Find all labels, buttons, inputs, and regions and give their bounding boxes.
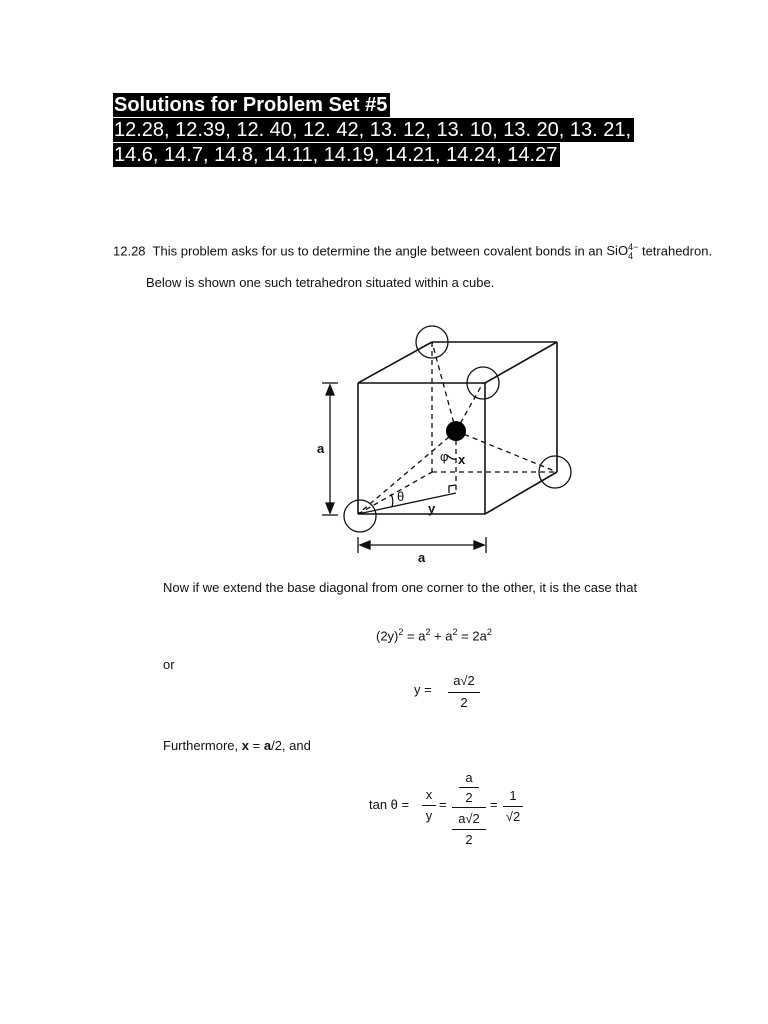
- bond-to-top-left: [432, 342, 456, 431]
- problem-list-line-2: 14.6, 14.7, 14.8, 14.11, 14.19, 14.21, 14.24, 14.27: [113, 143, 560, 167]
- frac-y: y: [425, 808, 433, 823]
- frac-x: x: [425, 787, 433, 802]
- y-label: y: [428, 501, 436, 516]
- dimension-arrow-right: [474, 541, 484, 549]
- problem-intro: This problem asks for us to determine the angle between covalent bonds in an: [152, 243, 603, 259]
- tan-theta-lhs: tan θ =: [369, 797, 410, 812]
- fraction-main-bar: [452, 807, 486, 808]
- problem-intro-end: tetrahedron.: [641, 243, 713, 259]
- phi-label: φ: [440, 449, 449, 464]
- diagonal-explanation: Now if we extend the base diagonal from one corner to the other, it is the case that: [163, 580, 638, 595]
- or-text: or: [163, 657, 175, 672]
- fraction-bar: [503, 806, 523, 807]
- x-label: x: [458, 452, 466, 467]
- bond-to-back-right: [456, 431, 557, 472]
- fraction-bar: [452, 829, 486, 830]
- dimension-arrow-down: [326, 503, 334, 513]
- y-segment: [358, 493, 456, 514]
- page-title: Solutions for Problem Set #5: [113, 93, 390, 117]
- cube-top-left-edge: [358, 342, 432, 383]
- dimension-arrow-up: [326, 385, 334, 395]
- num-a: a: [465, 770, 473, 785]
- fraction-bar: [448, 692, 480, 693]
- frac-root2: √2: [505, 809, 521, 824]
- furthermore-text: Furthermore, x = a/2, and: [163, 738, 311, 753]
- oxygen-atom-bottom-left: [344, 500, 376, 532]
- equals-sign: =: [439, 797, 447, 812]
- dimension-arrow-left: [360, 541, 370, 549]
- num-2: 2: [465, 790, 473, 805]
- problem-intro-line-2: Below is shown one such tetrahedron situated within a cube.: [146, 275, 495, 290]
- equation-y-numerator: a√2: [453, 673, 475, 688]
- den-2: 2: [465, 832, 473, 847]
- frac-one: 1: [509, 788, 517, 803]
- equation-y-lhs: y =: [414, 682, 432, 697]
- fraction-bar: [459, 787, 479, 788]
- problem-number: 12.28: [113, 243, 146, 259]
- equation-diagonal: $(2y)^2 = a^2 + a^2 = 2a^2$: [376, 627, 492, 644]
- silicate-formula: SiO 4− 4: [606, 242, 639, 261]
- den-a-root2: a√2: [458, 811, 480, 826]
- fraction-bar: [422, 805, 436, 806]
- equation-y-denominator: 2: [460, 695, 468, 710]
- cube-bottom-right-edge: [485, 472, 557, 514]
- cube-top-right-edge: [485, 342, 557, 383]
- silicon-atom: [446, 421, 466, 441]
- side-length-label: a: [317, 441, 325, 456]
- bottom-length-label: a: [418, 550, 426, 565]
- theta-arc: [391, 494, 393, 507]
- equals-sign-2: =: [490, 797, 498, 812]
- theta-label: θ: [397, 489, 405, 504]
- right-angle-marker: [449, 485, 456, 493]
- problem-list-line-1: 12.28, 12.39, 12. 40, 12. 42, 13. 12, 13. 10, 13. 20, 13. 21,: [113, 118, 634, 142]
- cube-hidden-left-edge: [358, 472, 432, 514]
